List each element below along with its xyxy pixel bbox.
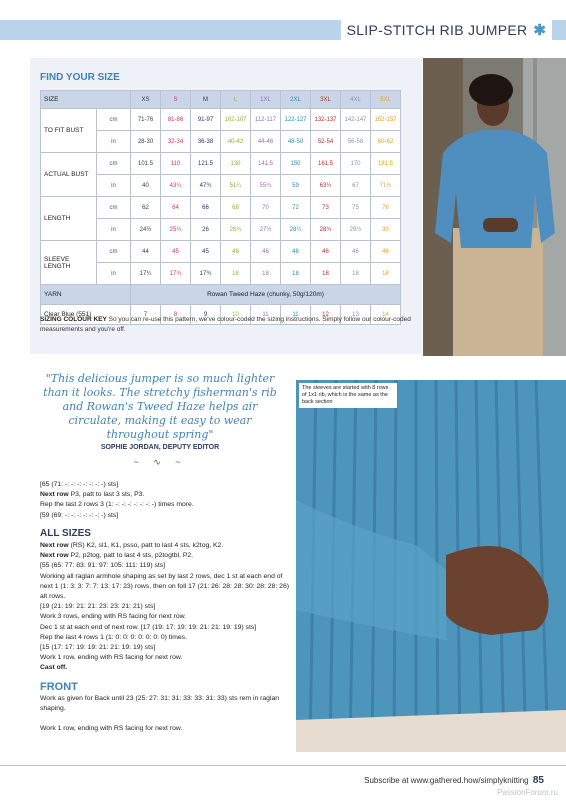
row-sleeve-cm bbox=[41, 241, 401, 263]
footer bbox=[364, 775, 544, 786]
table-cell: 132-137 bbox=[311, 109, 341, 131]
size-4xl: 4XL bbox=[341, 91, 371, 109]
table-cell: 161.5 bbox=[311, 153, 341, 175]
table-cell: 40 bbox=[131, 175, 161, 197]
row-label: Next row bbox=[40, 491, 69, 499]
table-cell: 152-157 bbox=[371, 109, 401, 131]
table-cell: 62 bbox=[131, 197, 161, 219]
table-cell: 28¼ bbox=[281, 219, 311, 241]
row-label-length: LENGTH bbox=[41, 197, 97, 241]
table-cell: 14 bbox=[371, 305, 401, 325]
table-cell: 102-107 bbox=[221, 109, 251, 131]
unit-cm: cm bbox=[97, 153, 131, 175]
table-cell: 150 bbox=[281, 153, 311, 175]
pattern-line: Dec 1 st at each end of next row. [17 (19: 17: 19: 19: 21: 21: 19: 19) sts] bbox=[40, 623, 257, 631]
row-bust-cm bbox=[41, 109, 401, 131]
table-cell: 10 bbox=[221, 305, 251, 325]
table-cell: 55¾ bbox=[251, 175, 281, 197]
table-cell: 8 bbox=[161, 305, 191, 325]
table-cell: 18 bbox=[341, 263, 371, 285]
table-cell: 40-42 bbox=[221, 131, 251, 153]
unit-cm: cm bbox=[97, 197, 131, 219]
table-cell: 9 bbox=[191, 305, 221, 325]
table-cell: 56-58 bbox=[341, 131, 371, 153]
table-cell: 68 bbox=[221, 197, 251, 219]
table-cell: 32-34 bbox=[161, 131, 191, 153]
colour-label: Clear Blue (551) bbox=[41, 305, 131, 325]
sleeve-closeup-illustration bbox=[296, 380, 566, 752]
table-cell: 17¾ bbox=[191, 263, 221, 285]
table-cell: 44-46 bbox=[251, 131, 281, 153]
row-text: P3, patt to last 3 sts, P3. bbox=[68, 491, 145, 499]
size-table bbox=[40, 90, 401, 325]
quote-author: SOPHIE JORDAN, DEPUTY EDITOR bbox=[100, 444, 220, 451]
table-cell: 29½ bbox=[341, 219, 371, 241]
table-cell: 48-50 bbox=[281, 131, 311, 153]
front-heading: FRONT bbox=[40, 680, 78, 693]
divider-ornament-icon: ~ ∿ ~ bbox=[133, 457, 187, 467]
pattern-line: [59 (69: -: -: -: -: -: -: -) sts] bbox=[40, 511, 119, 519]
table-cell: 170 bbox=[341, 153, 371, 175]
model-photo-illustration bbox=[423, 58, 566, 356]
table-cell: 47¾ bbox=[191, 175, 221, 197]
pattern-line: [55 (65: 77: 83: 91: 97: 105: 111: 119) sts] bbox=[40, 562, 166, 570]
table-cell: 13 bbox=[341, 305, 371, 325]
unit-cm: cm bbox=[97, 109, 131, 131]
table-cell: 51¼ bbox=[221, 175, 251, 197]
pattern-line: Working all raglan armhole shaping as set by last 2 rows, dec 1 st at each end of next 1 (1: 3: 3: 7: 7: 13: 17: 23) rows, then on foll 17 (21: 26: 28: 28: 30: 28: 28: 26) alt rows. bbox=[40, 572, 290, 601]
size-heading: FIND YOUR SIZE bbox=[40, 72, 120, 83]
key-title: SIZING COLOUR KEY bbox=[40, 316, 107, 323]
row-label: Next row bbox=[40, 552, 69, 560]
table-cell: 71-76 bbox=[131, 109, 161, 131]
table-cell: 11 bbox=[251, 305, 281, 325]
table-cell: 64 bbox=[161, 197, 191, 219]
table-cell: 72 bbox=[281, 197, 311, 219]
table-cell: 18 bbox=[221, 263, 251, 285]
pattern-line: [65 (71: -: -: -: -: -: -: -) sts] bbox=[40, 481, 119, 488]
table-cell: 24½ bbox=[131, 219, 161, 241]
table-cell: 59 bbox=[281, 175, 311, 197]
table-cell: 18 bbox=[311, 263, 341, 285]
subscribe-link[interactable]: Subscribe at www.gathered.how/simplyknitting bbox=[364, 776, 529, 785]
size-3xl: 3XL bbox=[311, 91, 341, 109]
pattern-line: Work 1 row, ending with RS facing for next row. bbox=[40, 654, 183, 662]
cast-off: Cast off. bbox=[40, 664, 68, 672]
table-cell: 44 bbox=[131, 241, 161, 263]
pattern-instructions bbox=[40, 480, 290, 734]
pattern-line: Rep the last 4 rows 1 (1: 0: 0: 0: 0: 0: 0: 0) times. bbox=[40, 633, 187, 641]
table-cell: 36-38 bbox=[191, 131, 221, 153]
table-cell: 30 bbox=[371, 219, 401, 241]
table-cell: 91-97 bbox=[191, 109, 221, 131]
pattern-line bbox=[40, 551, 290, 561]
unit-in: in bbox=[97, 219, 131, 241]
table-cell: 28-30 bbox=[131, 131, 161, 153]
table-cell: 181.5 bbox=[371, 153, 401, 175]
size-header-row bbox=[41, 91, 401, 109]
pattern-line: [15 (17: 17: 19: 19: 21: 21: 19: 19) sts] bbox=[40, 644, 156, 652]
table-cell: 45 bbox=[191, 241, 221, 263]
table-cell: 17¾ bbox=[161, 263, 191, 285]
table-cell: 46 bbox=[311, 241, 341, 263]
table-cell: 7 bbox=[131, 305, 161, 325]
page-title bbox=[341, 20, 552, 40]
pull-quote bbox=[40, 372, 280, 468]
photo-caption: The sleeves are started with 8 rows of 1x1 rib, which is the same as the back section bbox=[299, 383, 397, 408]
table-cell: 46 bbox=[251, 241, 281, 263]
table-cell: 141.5 bbox=[251, 153, 281, 175]
row-label-bust: TO FIT BUST bbox=[41, 109, 97, 153]
quote-text: "This delicious jumper is so much lighter than it looks. The stretchy fisherman's rib and Rowan's Tweed Haze helps air circulate, making it easy to wear throughout spring" bbox=[43, 372, 277, 441]
footer-divider bbox=[0, 765, 566, 766]
table-cell: 142-147 bbox=[341, 109, 371, 131]
pattern-line bbox=[40, 541, 290, 551]
table-cell: 43¼ bbox=[161, 175, 191, 197]
table-cell: 73 bbox=[311, 197, 341, 219]
table-cell: 67 bbox=[341, 175, 371, 197]
table-cell: 71½ bbox=[371, 175, 401, 197]
row-text: P2, p2tog, patt to last 4 sts, p2togtbl, P2. bbox=[68, 552, 194, 560]
size-label: SIZE bbox=[41, 91, 131, 109]
model-photo bbox=[423, 58, 566, 356]
table-cell: 76 bbox=[371, 197, 401, 219]
pattern-line: Work as given for Back until 23 (25: 27: 31: 31: 33: 33: 31: 33) sts rem in raglan shaping. bbox=[40, 694, 280, 713]
yarn-value: Rowan Tweed Haze (chunky, 50g/120m) bbox=[131, 285, 401, 305]
all-sizes-heading: ALL SIZES bbox=[40, 527, 91, 539]
table-cell: 60-62 bbox=[371, 131, 401, 153]
table-cell: 28¾ bbox=[311, 219, 341, 241]
pattern-line bbox=[40, 490, 290, 500]
table-cell: 75 bbox=[341, 197, 371, 219]
table-cell: 11 bbox=[281, 305, 311, 325]
pattern-line: Rep the last 2 rows 3 (1: -: -: -: -: -: -: -) times more. bbox=[40, 501, 194, 509]
table-cell: 46 bbox=[371, 241, 401, 263]
table-cell: 45 bbox=[161, 241, 191, 263]
table-cell: 101.5 bbox=[131, 153, 161, 175]
table-cell: 46 bbox=[221, 241, 251, 263]
table-cell: 66 bbox=[191, 197, 221, 219]
table-cell: 52-54 bbox=[311, 131, 341, 153]
size-5xl: 5XL bbox=[371, 91, 401, 109]
table-cell: 70 bbox=[251, 197, 281, 219]
size-s: S bbox=[161, 91, 191, 109]
table-cell: 17¼ bbox=[131, 263, 161, 285]
table-cell: 25¼ bbox=[161, 219, 191, 241]
row-actual-cm bbox=[41, 153, 401, 175]
table-cell: 46 bbox=[281, 241, 311, 263]
pattern-line bbox=[40, 663, 290, 673]
page-number: 85 bbox=[532, 775, 544, 786]
table-cell: 130 bbox=[221, 153, 251, 175]
table-cell: 12 bbox=[311, 305, 341, 325]
page-title-text: SLIP-STITCH RIB JUMPER bbox=[346, 22, 528, 38]
table-cell: 63½ bbox=[311, 175, 341, 197]
yarn-label: YARN bbox=[41, 285, 131, 305]
sizing-colour-key bbox=[40, 315, 420, 335]
size-1xl: 1XL bbox=[251, 91, 281, 109]
table-cell: 27½ bbox=[251, 219, 281, 241]
row-label: Next row bbox=[40, 542, 69, 550]
table-cell: 18 bbox=[251, 263, 281, 285]
row-yarn bbox=[41, 285, 401, 305]
table-cell: 26¾ bbox=[221, 219, 251, 241]
unit-in: in bbox=[97, 175, 131, 197]
row-length-cm bbox=[41, 197, 401, 219]
size-panel bbox=[30, 58, 422, 354]
unit-in: in bbox=[97, 131, 131, 153]
table-cell: 110 bbox=[161, 153, 191, 175]
key-text: So you can re-use this pattern, we've colour-coded the sizing instructions. Simply follow our colour-coded measurements and you're off. bbox=[40, 316, 411, 333]
table-cell: 122-127 bbox=[281, 109, 311, 131]
row-text: (RS) K2, sl1, K1, psso, patt to last 4 sts, k2tog, K2. bbox=[68, 542, 224, 550]
unit-in: in bbox=[97, 263, 131, 285]
row-label-sleeve: SLEEVE LENGTH bbox=[41, 241, 97, 285]
table-cell: 81-86 bbox=[161, 109, 191, 131]
table-cell: 46 bbox=[341, 241, 371, 263]
watermark: PassionForum.ru bbox=[497, 788, 558, 797]
table-cell: 26 bbox=[191, 219, 221, 241]
snowflake-icon: ✱ bbox=[533, 22, 546, 39]
size-2xl: 2XL bbox=[281, 91, 311, 109]
unit-cm: cm bbox=[97, 241, 131, 263]
size-xs: XS bbox=[131, 91, 161, 109]
size-m: M bbox=[191, 91, 221, 109]
table-cell: 112-117 bbox=[251, 109, 281, 131]
table-cell: 121.5 bbox=[191, 153, 221, 175]
row-label-actual-bust: ACTUAL BUST bbox=[41, 153, 97, 197]
sleeve-closeup-photo bbox=[296, 380, 566, 752]
table-cell: 18 bbox=[281, 263, 311, 285]
table-cell: 18 bbox=[371, 263, 401, 285]
pattern-line: Work 3 rows, ending with RS facing for next row. bbox=[40, 613, 187, 621]
pattern-line: [19 (21: 19: 21: 21: 23: 23: 21: 21) sts] bbox=[40, 603, 156, 611]
size-l: L bbox=[221, 91, 251, 109]
pattern-line: Work 1 row, ending with RS facing for next row. bbox=[40, 725, 183, 733]
